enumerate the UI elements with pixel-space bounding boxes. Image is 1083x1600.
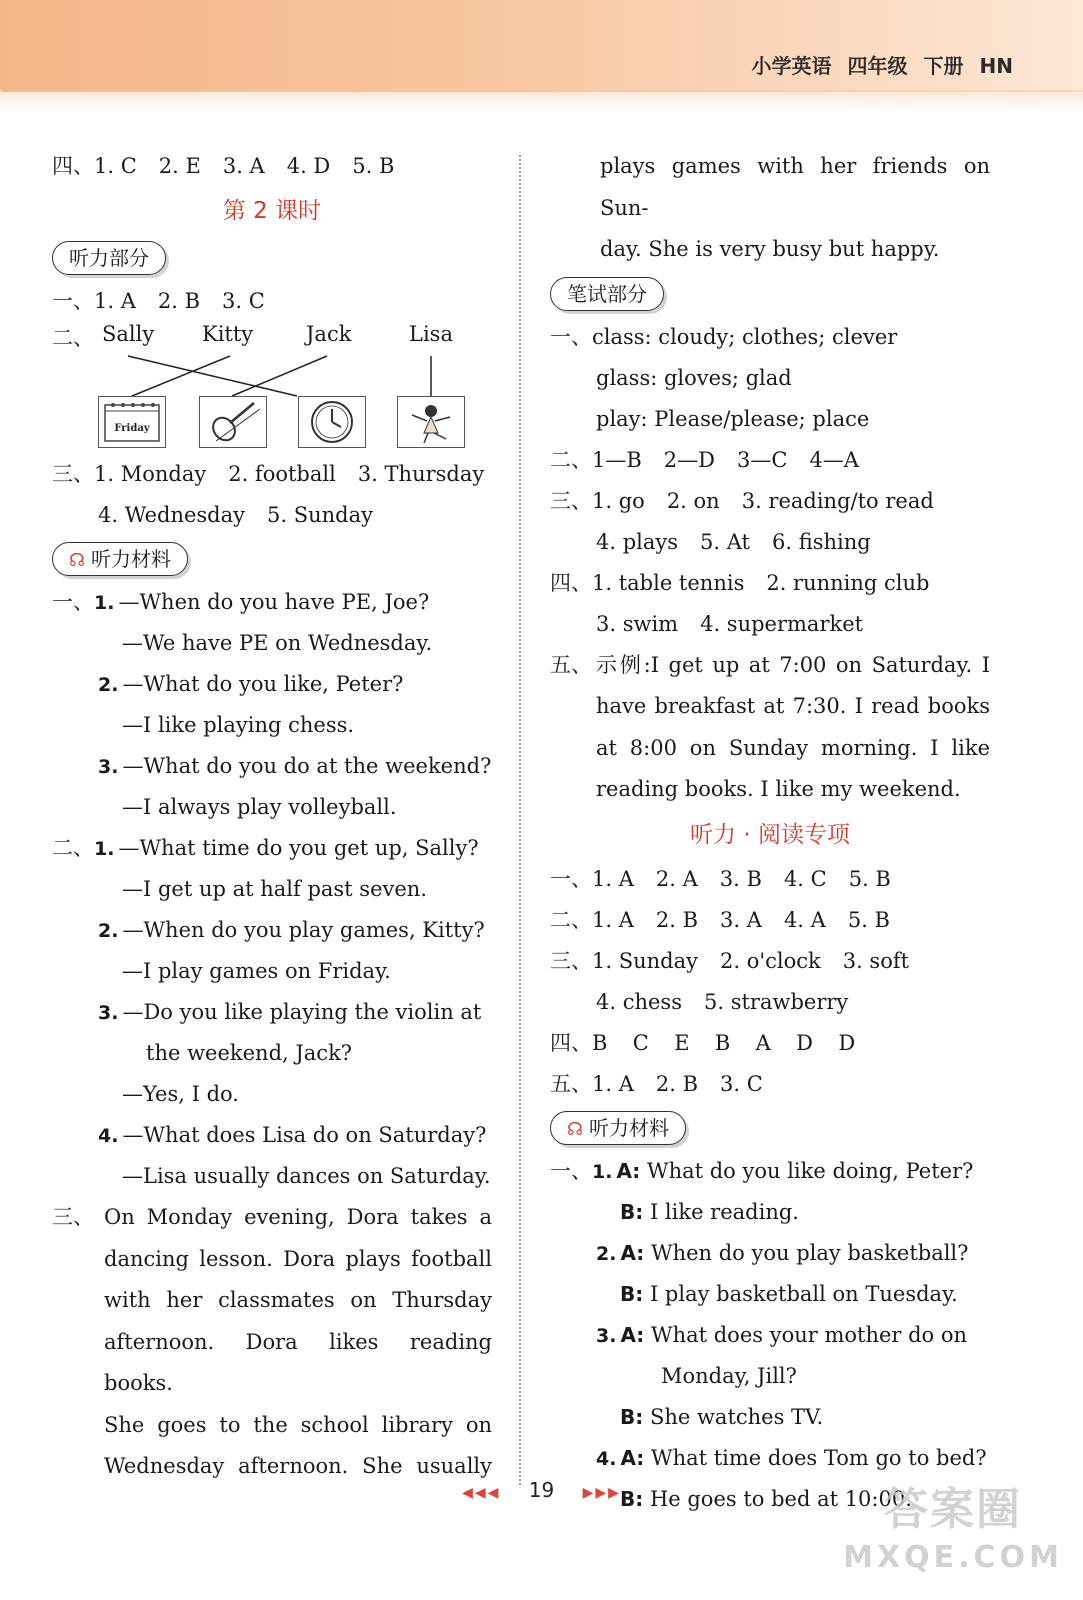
m1-d3-q [52,746,492,787]
header-title [736,50,1013,79]
violin-picture [199,396,267,448]
item-number: 2. [98,674,119,696]
headphone-icon: ☊ [69,550,85,571]
listening-part-label: 听力部分 [52,241,166,275]
speaker-tag: B: [620,1404,644,1429]
answer: 2. A [655,866,698,891]
w3-row1 [550,481,990,522]
l3-row2 [52,495,492,536]
listening-material-label-2 [550,1111,686,1145]
watermark-top: 答案圈 [884,1484,1022,1535]
item-number: 1. [94,838,115,860]
answer: 1. A [592,907,634,932]
dialogue-line: What does your mother do on [651,1322,968,1347]
right-column [550,146,990,1520]
answer: 4. Wednesday [98,503,246,527]
material-title: 听力材料 [91,547,171,571]
s4-answers [52,146,492,187]
speaker-tag: B: [620,1199,644,1224]
m2-d2-a [52,951,492,992]
m2-d3-a [52,1074,492,1115]
name-kitty: Kitty [202,322,254,346]
name-jack: Jack [306,322,352,346]
l3-row1 [52,454,492,495]
dancer-picture [397,396,465,448]
dialogue-line: —What time do you get up, Sally? [118,836,479,860]
answer: 1. go [592,488,645,513]
answer: 2. running club [766,570,930,595]
speaker-tag: A: [616,1158,641,1183]
section-label: 四、 [550,1030,592,1055]
paragraph-line: day. She is very busy but happy. [600,237,940,261]
answer: 5. B [848,866,891,891]
r5-answers [550,1064,990,1105]
answer: 1. A [94,289,136,313]
r2-answers [550,900,990,941]
answer: 3. C [222,289,265,313]
answer: B C E B A D D [592,1030,856,1055]
answer: 5. B [352,154,395,178]
paragraph-line: plays games with her friends on Sun- [600,154,990,220]
written-part-label: 笔试部分 [550,277,664,311]
dialogue-line: —When do you play games, Kitty? [122,918,485,942]
answer: 1. A [592,866,634,891]
calendar-picture [98,396,166,448]
watermark-logo [843,1482,1063,1587]
header-edition: HN [979,54,1013,78]
answer: 2—D [663,447,715,472]
paragraph-line: dancing lesson. Dora plays football [104,1246,492,1271]
dialogue-line: I like reading. [649,1199,799,1224]
answer: 3. soft [842,948,910,973]
section-label: 一、 [52,289,94,313]
page-number: 19 [528,1478,555,1502]
answer: 3. A [720,907,762,932]
dialogue-line: —I always play volleyball. [122,795,397,819]
lesson-title: 第 2 课时 [222,198,322,224]
section-label: 五、 [550,1071,592,1096]
paragraph-line: She goes to the school library on [104,1412,492,1437]
dialogue-line: When do you play basketball? [651,1240,969,1265]
w1-line3 [550,399,990,440]
section-label: 三、 [52,1205,94,1229]
w1-line1 [550,317,990,358]
m2-d1-a [52,869,492,910]
m1-d2-a [52,705,492,746]
rm-d2-b [550,1274,990,1315]
section-label: 一、 [550,866,592,891]
m2-d4-a [52,1156,492,1197]
next-arrows-icon: ▶▶▶ [582,1485,621,1501]
paragraph-line: Wednesday afternoon. She usually [104,1454,492,1478]
dialogue-line: What do you like doing, Peter? [647,1158,974,1183]
section-label: 三、 [550,948,592,973]
name-sally: Sally [102,322,155,346]
dialogue-line: the weekend, Jack? [146,1041,353,1065]
paragraph-line: 示例:I get up at 7:00 on Saturday. I [596,652,990,677]
speaker-tag: A: [620,1445,645,1470]
m1-d2-q [52,664,492,705]
section-label: 二、 [52,836,94,860]
m3-paragraph [52,1197,492,1488]
w4-row2 [550,604,990,645]
section-label: 四、 [52,154,94,178]
dialogue-line: —I like playing chess. [122,713,355,737]
dialogue-line: —What do you like, Peter? [122,672,404,696]
calendar-label: Friday [114,423,150,434]
answer: 1. A [592,1071,634,1096]
clock-picture [298,396,366,448]
paragraph-line: have breakfast at 7:30. I read books [596,694,990,718]
m2-d2-q [52,910,492,951]
dialogue-line: —Lisa usually dances on Saturday. [122,1164,491,1188]
column-divider [519,155,521,1485]
watermark-bottom: MXQE.COM [843,1540,1063,1575]
answer: 4. A [783,907,826,932]
paragraph-line: reading books. I like my weekend. [596,777,961,801]
paragraph-line: at 8:00 on Sunday morning. I like [596,735,990,760]
w2-answers [550,440,990,481]
answer: 3. Thursday [357,462,485,486]
item-number: 3. [98,1002,119,1024]
section-label: 二、 [550,907,592,932]
answer: 6. fishing [771,529,871,554]
answer: 1. table tennis [592,570,745,595]
speaker-tag: A: [620,1322,645,1347]
dialogue-line: —We have PE on Wednesday. [122,631,433,655]
dialogue-line: He goes to bed at 10:00. [649,1486,912,1511]
section-label: 五、 [550,652,592,677]
listening-material-label [52,542,188,576]
section-label: 三、 [550,488,592,513]
answer: 5. B [847,907,890,932]
section-label: 一、 [550,1158,592,1183]
r4-answers [550,1023,990,1064]
section-label: 二、 [52,326,94,350]
rm-d1-b [550,1192,990,1233]
answer: 1. Sunday [592,948,698,973]
speaker-tag: B: [620,1486,644,1511]
answer: glass: gloves; glad [596,365,792,390]
answer: 3. C [720,1071,763,1096]
answer: 4—A [809,447,859,472]
dialogue-line: —I play games on Friday. [122,959,391,983]
r3-row1 [550,941,990,982]
answer: 2. B [655,1071,699,1096]
answer: 3. A [222,154,265,178]
paragraph-line: On Monday evening, Dora takes a [104,1205,492,1229]
speaker-tag: A: [620,1240,645,1265]
dialogue-line: —I get up at half past seven. [122,877,427,901]
dialogue-line: I play basketball on Tuesday. [649,1281,958,1306]
dialogue-line: —What does Lisa do on Saturday? [122,1123,487,1147]
answer: 4. D [286,154,331,178]
matching-exercise [52,322,492,454]
section-label: 一、 [550,324,592,349]
answer: 3. swim [596,611,679,636]
dialogue-line: What time does Tom go to bed? [651,1445,987,1470]
headphone-icon: ☊ [567,1118,583,1140]
w1-line2 [550,358,990,399]
header-term: 下册 [923,54,964,78]
header-subject: 小学英语 [751,54,832,78]
answer: 3—C [737,447,788,472]
answer: 3. B [719,866,762,891]
rm-d3-a2 [550,1356,990,1397]
name-lisa: Lisa [409,322,453,346]
answer: 2. B [655,907,699,932]
w5-paragraph [550,645,990,811]
answer: 5. strawberry [703,989,849,1014]
section-label: 三、 [52,462,94,486]
header-grade: 四年级 [847,54,908,78]
prev-arrows-icon: ◀◀◀ [462,1485,501,1501]
w4-row1 [550,563,990,604]
section-label: 四、 [550,570,592,595]
item-number: 2. [98,920,119,942]
answer: 2. B [157,289,201,313]
l1-answers [52,281,492,322]
answer: 4. C [783,866,827,891]
answer: 1. C [94,154,137,178]
item-number: 3. [596,1324,617,1347]
item-number: 4. [596,1447,617,1470]
item-number: 1. [94,592,115,614]
w3-row2 [550,522,990,563]
dialogue-line: —Yes, I do. [122,1082,239,1106]
m1-d1-q [52,582,492,623]
rm-d3-b [550,1397,990,1438]
answer: 1—B [592,447,642,472]
answer: 2. football [228,462,336,486]
answer: 2. E [158,154,201,178]
answer: play: Please/please; place [596,406,870,431]
rm-d3-a [550,1315,990,1356]
material-title: 听力材料 [589,1115,669,1140]
item-number: 2. [596,1242,617,1265]
m2-d4-q [52,1115,492,1156]
dialogue-line: —Do you like playing the violin at [122,1000,482,1024]
answer: 1. Monday [94,462,207,486]
dialogue-line: Monday, Jill? [661,1363,797,1388]
special-title: 听力 · 阅读专项 [690,821,850,848]
answer: 3. reading/to read [741,488,934,513]
m1-d3-a [52,787,492,828]
left-column [52,146,492,1488]
m1-d1-a [52,623,492,664]
answer: 4. plays [596,529,679,554]
dialogue-line: She watches TV. [649,1404,824,1429]
speaker-tag: B: [620,1281,644,1306]
m2-d3-q1 [52,992,492,1033]
dialogue-line: —When do you have PE, Joe? [118,590,430,614]
m2-d3-q2 [52,1033,492,1074]
answer: 4. chess [596,989,682,1014]
answer: 2. o'clock [719,948,821,973]
answer: 5. At [700,529,750,554]
item-number: 3. [98,756,119,778]
answer: 5. Sunday [267,503,373,527]
r3-row2 [550,982,990,1023]
answer: class: cloudy; clothes; clever [592,324,898,349]
r1-answers [550,859,990,900]
answer: 2. on [666,488,720,513]
item-number: 1. [592,1160,613,1183]
m2-d1-q [52,828,492,869]
paragraph-line: afternoon. Dora likes reading books. [104,1329,492,1395]
dialogue-line: —What do you do at the weekend? [122,754,492,778]
paragraph-line: with her classmates on Thursday [104,1288,492,1312]
section-label: 一、 [52,590,94,614]
rm-d1-a [550,1151,990,1192]
item-number: 4. [98,1125,119,1147]
rm-d4-a [550,1438,990,1479]
answer: 4. supermarket [700,611,864,636]
rm-d2-a [550,1233,990,1274]
section-label: 二、 [550,447,592,472]
